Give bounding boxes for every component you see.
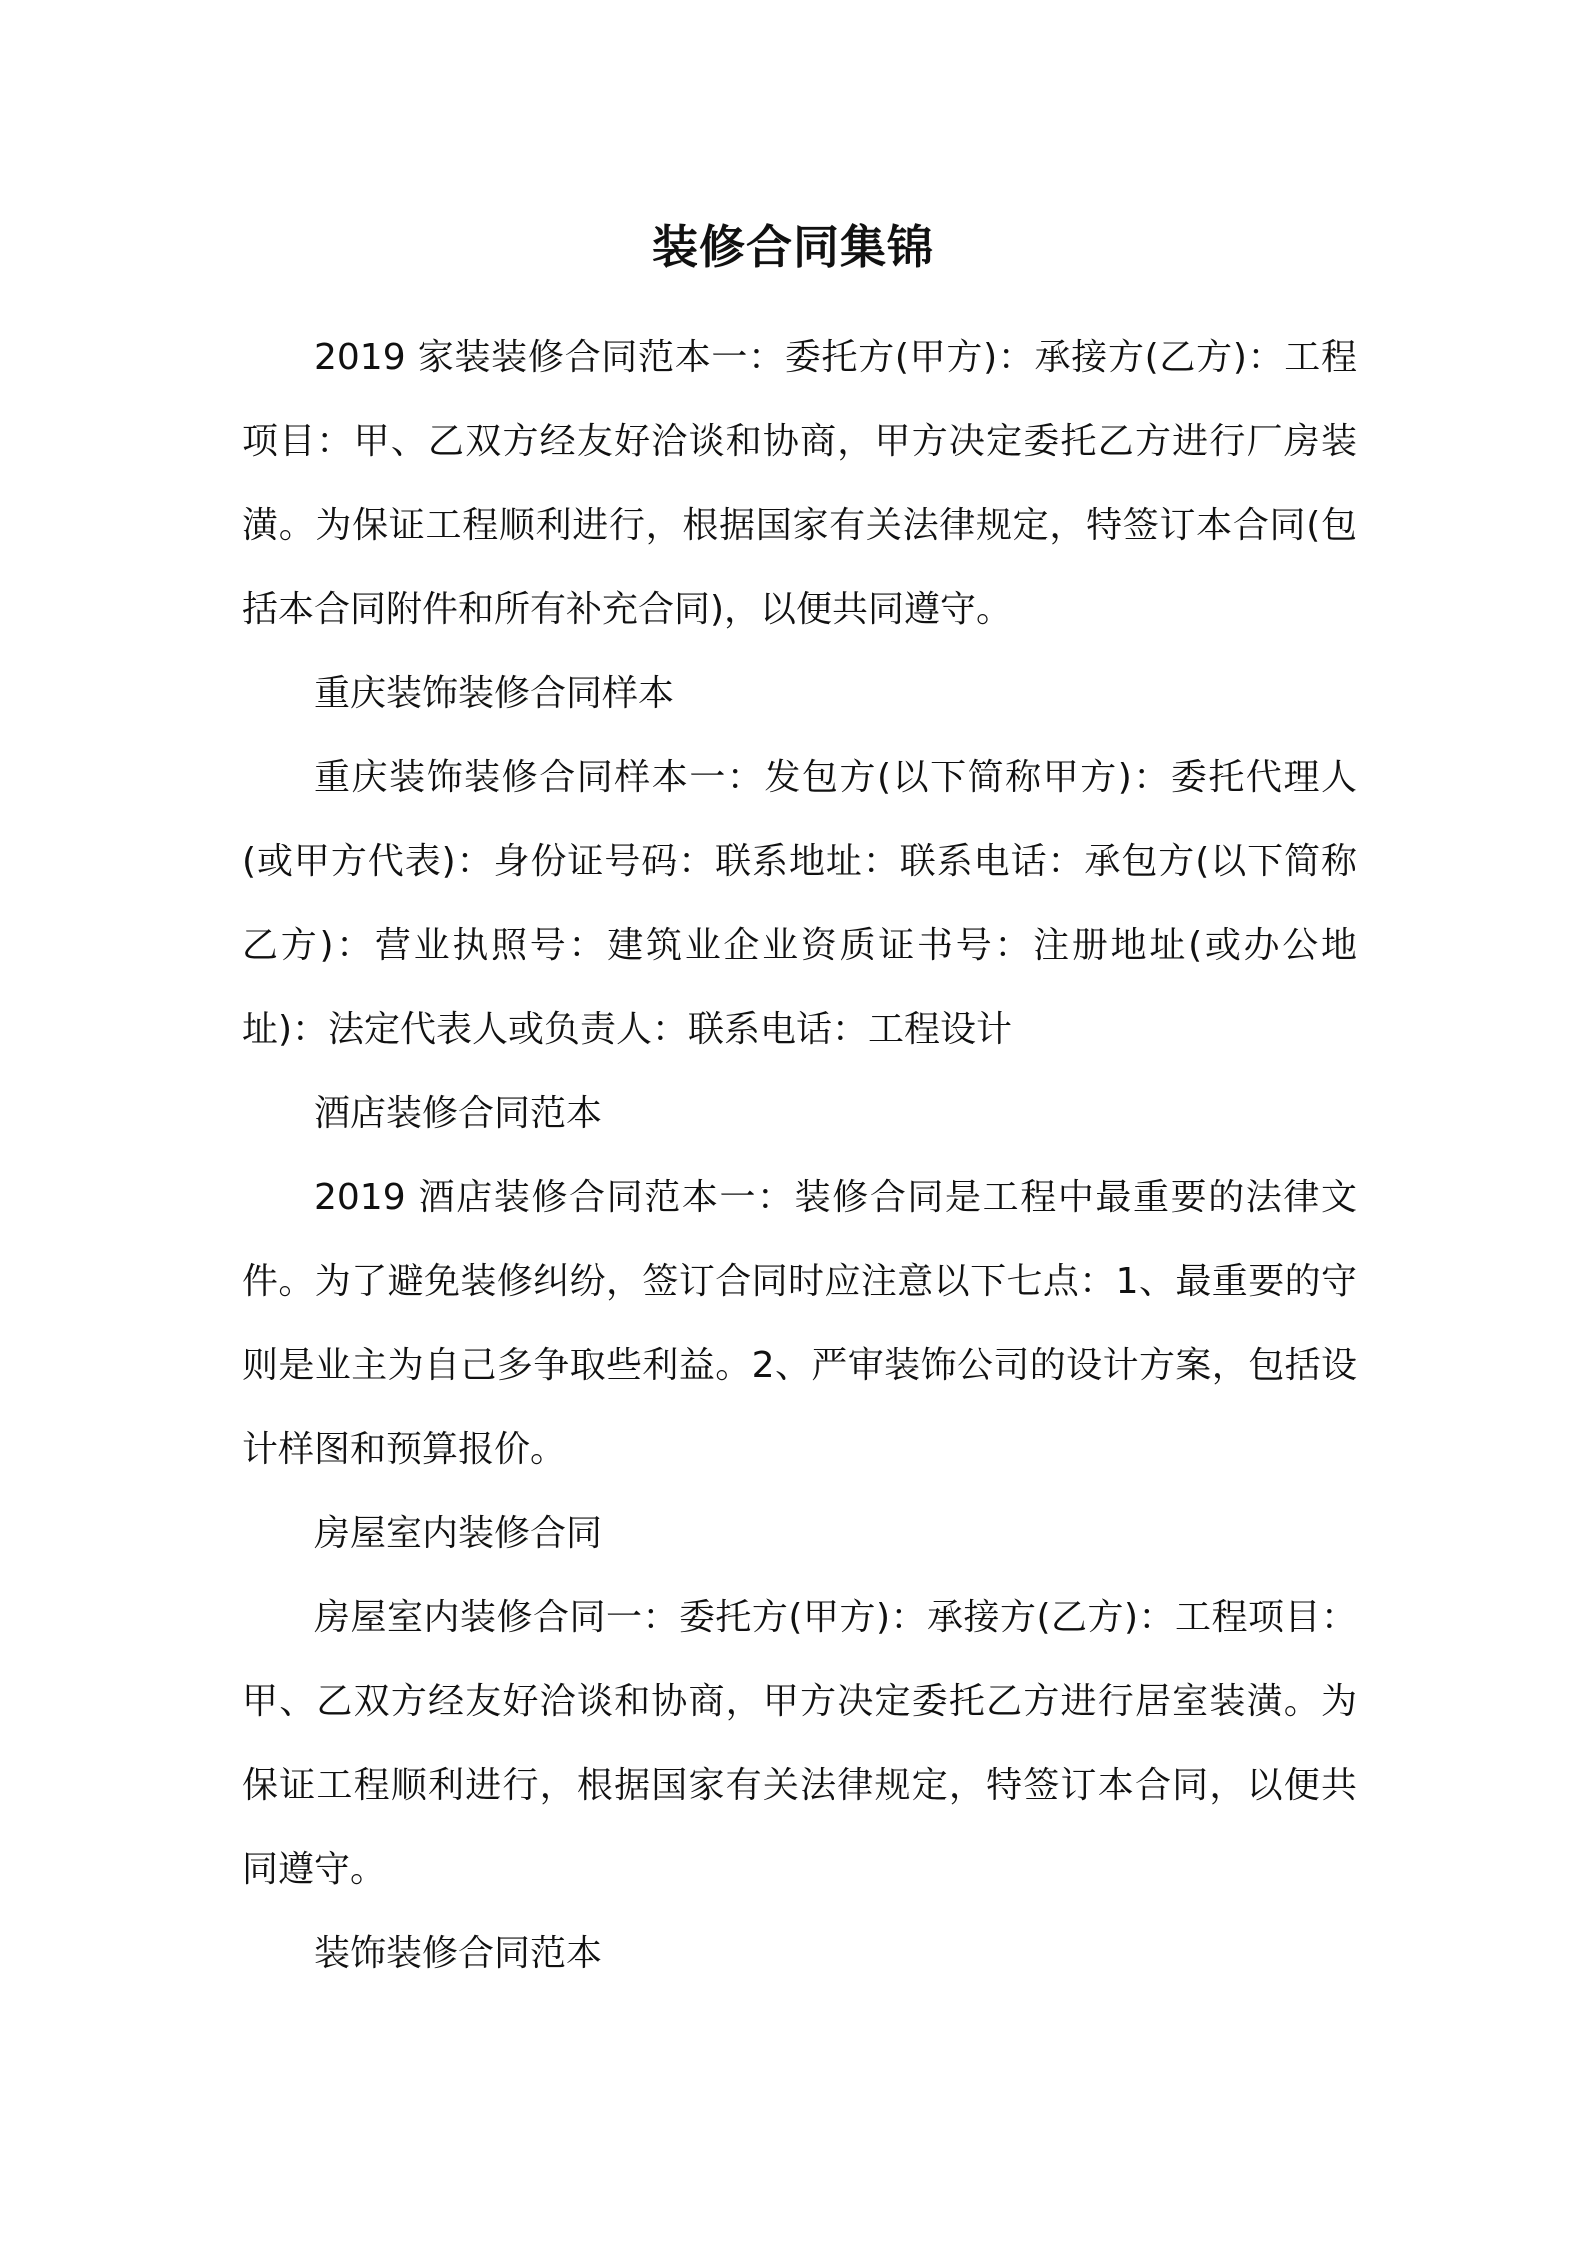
heading-interior-contract: 房屋室内装修合同 [314,1513,603,1554]
paragraph-interior-contract: 房屋室内装修合同一：委托方(甲方)：承接方(乙方)：工程项目：甲、乙双方经友好洽谈和协商，甲方决定委托乙方进行居室装潢。为保证工程顺利进行，根据国家有关法律规定，特签订本合同，以便共同遵守。 [242,1597,1357,1890]
heading-chongqing-contract: 重庆装饰装修合同样本 [314,673,675,714]
paragraph-home-contract: 2019 家装装修合同范本一：委托方(甲方)：承接方(乙方)：工程项目：甲、乙双方经友好洽谈和协商，甲方决定委托乙方进行厂房装潢。为保证工程顺利进行，根据国家有关法律规定，特签订本合同(包括本合同附件和所有补充合同)，以便共同遵守。 [242,337,1357,630]
paragraph-hotel-contract: 2019 酒店装修合同范本一：装修合同是工程中最重要的法律文件。为了避免装修纠纷，签订合同时应注意以下七点：1、最重要的守则是业主为自己多争取些利益。2、严审装饰公司的设计方案，包括设计样图和预算报价。 [242,1177,1357,1470]
heading-decoration-contract: 装饰装修合同范本 [314,1933,603,1974]
document-title: 装修合同集锦 [652,220,934,274]
paragraph-chongqing-contract: 重庆装饰装修合同样本一：发包方(以下简称甲方)：委托代理人(或甲方代表)：身份证号码：联系地址：联系电话：承包方(以下简称乙方)：营业执照号：建筑业企业资质证书号：注册地址(或办公地址)：法定代表人或负责人：联系电话：工程设计 [242,757,1357,1050]
document-body [242,316,1357,1996]
heading-hotel-contract: 酒店装修合同范本 [314,1093,603,1134]
